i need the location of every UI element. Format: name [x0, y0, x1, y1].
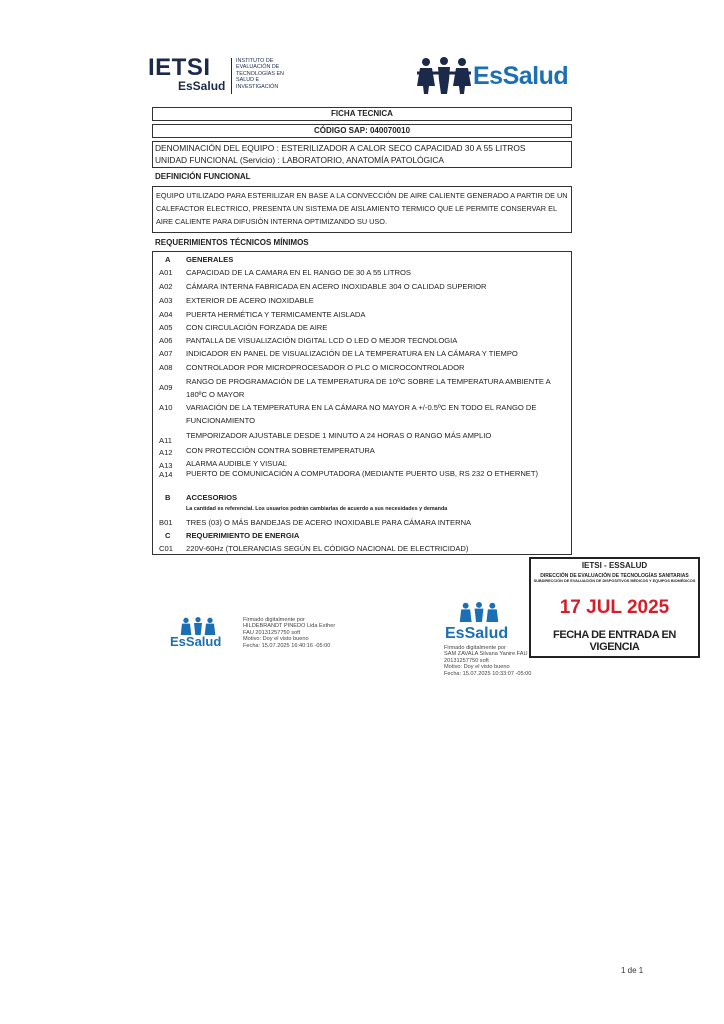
stamp-title: IETSI - ESSALUD	[581, 561, 648, 570]
signature-line: FAU 20131257750 soft	[243, 629, 301, 636]
stamp-label: FECHA DE ENTRADA EN VIGENCIA	[553, 629, 676, 653]
req-text: CON CIRCULACIÓN FORZADA DE AIRE	[186, 323, 328, 332]
req-text: PANTALLA DE VISUALIZACIÓN DIGITAL LCD O LED O MEJOR TECNOLOGIA	[186, 336, 458, 345]
req-code: A12	[159, 448, 173, 457]
req-code: B	[165, 493, 171, 502]
stamp-line2: SUBDIRECCIÓN DE EVALUACIÓN DE DISPOSITIVOS MÉDICOS Y EQUIPOS BIOMÉDICOS	[533, 579, 696, 583]
ietsi-wordmark: IETSI	[148, 54, 211, 81]
ietsi-line: EVALUACIÓN DE	[236, 64, 280, 71]
requerimientos-label: REQUERIMIENTOS TÉCNICOS MÍNIMOS	[155, 238, 309, 247]
req-text: GENERALES	[186, 255, 234, 264]
req-text: PUERTO DE COMUNICACIÓN A COMPUTADORA (MEDIANTE PUERTO USB, RS 232 O ETHERNET)	[186, 469, 539, 478]
req-code: C01	[159, 544, 173, 553]
signature-logo	[170, 617, 230, 653]
codigo-sap: CÓDIGO SAP: 040070010	[152, 124, 572, 138]
req-text: ALARMA AUDIBLE Y VISUAL	[186, 459, 288, 468]
ietsi-line: TECNOLOGÍAS EN	[236, 70, 284, 77]
ietsi-institute-text	[236, 58, 306, 90]
req-text: VARIACIÓN DE LA TEMPERATURA EN LA CÁMARA NO MAYOR A +/-0.5ºC EN TODO EL RANGO DE FUNCIONAMIENTO	[186, 403, 537, 425]
signature-line: 20131257750 soft	[444, 657, 489, 664]
req-text: 220V-60Hz (TOLERANCIAS SEGÚN EL CÓDIGO NACIONAL DE ELECTRICIDAD)	[186, 544, 469, 553]
signature-line: Motivo: Doy el visto bueno	[444, 664, 510, 671]
definicion-label: DEFINICIÓN FUNCIONAL	[155, 172, 251, 181]
stamp-line1: DIRECCIÓN DE EVALUACIÓN DE TECNOLOGÍAS SANITARIAS	[540, 573, 689, 579]
req-code: A11	[159, 436, 172, 445]
req-code: A07	[159, 349, 173, 358]
definicion-text: EQUIPO UTILIZADO PARA ESTERILIZAR EN BASE A LA CONVECCIÓN DE AIRE CALIENTE GENERADO A PARTIR DE UN CALEFACTOR ELECTRICO, PRESENTA UN SISTEMA DE AISLAMIENTO TERMICO QUE LE PERMITE CONSERVAR EL AIRE CALIENTE PARA DIFUSIÓN INTERNA OPTIMIZANDO SU USO.	[152, 186, 572, 233]
accesorios-note: La cantidad es referencial. Los usuarios podrán cambiarlas de acuerdo a sus necesidades y demanda	[186, 506, 448, 512]
denominacion-equipo: DENOMINACIÓN DEL EQUIPO : ESTERILIZADOR A CALOR SECO CAPACIDAD 30 A 55 LITROS	[155, 143, 526, 153]
req-code: A08	[159, 363, 173, 372]
ietsi-line: INVESTIGACIÓN	[236, 83, 279, 90]
req-text: TEMPORIZADOR AJUSTABLE DESDE 1 MINUTO A 24 HORAS O RANGO MÁS AMPLIO	[186, 431, 492, 440]
signature-line: HILDEBRANDT PINEDO Lida Esther	[243, 623, 336, 630]
req-text: PUERTA HERMÉTICA Y TERMICAMENTE AISLADA	[186, 310, 366, 319]
requerimientos-table	[152, 251, 572, 555]
req-code: A04	[159, 310, 173, 319]
req-code: A14	[159, 470, 173, 479]
signature-line: SAM ZAVALA Silvana Yanire FAU	[444, 651, 528, 658]
req-code: A01	[159, 268, 173, 277]
signature-text	[444, 645, 531, 677]
unidad-funcional: UNIDAD FUNCIONAL (Servicio) : LABORATORIO, ANATOMÍA PATOLÓGICA	[155, 155, 444, 165]
vigencia-stamp	[529, 557, 700, 658]
req-code: A03	[159, 296, 173, 305]
req-text: TRES (03) O MÁS BANDEJAS DE ACERO INOXIDABLE PARA CÁMARA INTERNA	[186, 518, 472, 527]
req-text: RANGO DE PROGRAMACIÓN DE LA TEMPERATURA DE 10ºC SOBRE LA TEMPERATURA AMBIENTE A 180ºC O MAYOR	[186, 377, 551, 399]
signature-line: Firmado digitalmente por	[444, 645, 506, 651]
req-code: A02	[159, 282, 173, 291]
ficha-title: FICHA TECNICA	[152, 107, 572, 121]
essalud-wordmark: EsSalud	[473, 62, 569, 90]
req-code: A13	[159, 461, 173, 470]
req-code: B01	[159, 518, 173, 527]
signature-logo-word: EsSalud	[170, 634, 222, 649]
signature-line: Firmado digitalmente por	[243, 617, 305, 623]
ietsi-essalud-sub: EsSalud	[178, 79, 226, 93]
signature-text	[243, 617, 335, 649]
signature-line: Fecha: 15.07.2025 10:33:07 -05:00	[444, 670, 532, 677]
req-code: A05	[159, 323, 173, 332]
req-code: A06	[159, 336, 173, 345]
req-code: C	[165, 531, 171, 540]
req-text: INDICADOR EN PANEL DE VISUALIZACIÓN DE LA TEMPERATURA EN LA CÁMARA Y TIEMPO	[186, 349, 518, 358]
signature-line: Motivo: Doy el visto bueno	[243, 636, 309, 643]
page-number: 1 de 1	[621, 966, 644, 975]
signature-logo-word: EsSalud	[445, 625, 509, 642]
req-code: A09	[159, 383, 173, 392]
req-text: ACCESORIOS	[186, 493, 238, 502]
req-text: REQUERIMIENTO DE ENERGIA	[186, 531, 300, 540]
req-code: A10	[159, 403, 173, 412]
req-text: EXTERIOR DE ACERO INOXIDABLE	[186, 296, 314, 305]
req-text: CONTROLADOR POR MICROPROCESADOR O PLC O MICROCONTROLADOR	[186, 363, 465, 372]
ietsi-divider	[231, 58, 232, 94]
denominacion-box	[152, 141, 572, 168]
signature-line: Fecha: 15.07.2025 16:40:16 -05:00	[243, 642, 331, 649]
family-figures-icon	[417, 56, 471, 94]
essalud-logo	[417, 56, 577, 94]
ietsi-logo	[148, 56, 298, 96]
req-text: CON PROTECCIÓN CONTRA SOBRETEMPERATURA	[186, 446, 375, 455]
signature-logo	[445, 601, 515, 645]
req-code: A	[165, 255, 171, 264]
ietsi-line: SALUD E	[236, 77, 260, 84]
req-text: CAPACIDAD DE LA CAMARA EN EL RANGO DE 30 A 55 LITROS	[186, 268, 411, 277]
req-text: CÁMARA INTERNA FABRICADA EN ACERO INOXIDABLE 304 O CALIDAD SUPERIOR	[186, 282, 487, 291]
family-figures-icon	[180, 617, 216, 635]
ietsi-line: INSTITUTO DE	[236, 58, 274, 64]
stamp-date: 17 JUL 2025	[559, 597, 670, 618]
family-figures-icon	[459, 601, 499, 623]
